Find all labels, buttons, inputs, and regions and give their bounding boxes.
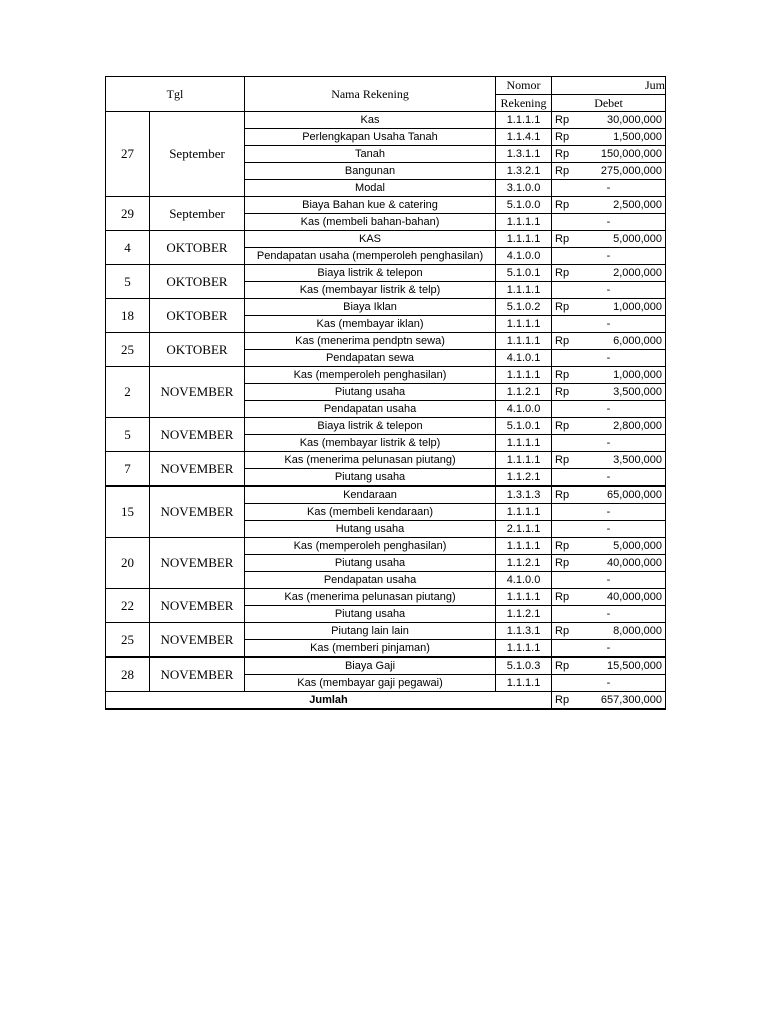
debet-cell	[552, 333, 666, 350]
account-name: Piutang lain lain	[245, 623, 496, 640]
account-name: Biaya Bahan kue & catering	[245, 197, 496, 214]
entry-day: 27	[106, 112, 150, 197]
entry-month: OKTOBER	[150, 231, 245, 265]
entry-month: OKTOBER	[150, 333, 245, 367]
account-number: 1.1.2.1	[496, 469, 552, 487]
debet-cell	[552, 265, 666, 282]
debet-amount: 6,000,000	[613, 335, 663, 347]
account-name: Pendapatan usaha (memperoleh penghasilan)	[245, 248, 496, 265]
account-number: 4.1.0.0	[496, 248, 552, 265]
account-name: Hutang usaha	[245, 521, 496, 538]
account-number: 1.1.3.1	[496, 623, 552, 640]
account-name: Kas	[245, 112, 496, 129]
account-name: Kas (membayar listrik & telp)	[245, 282, 496, 299]
debet-cell	[552, 129, 666, 146]
account-name: Biaya listrik & telepon	[245, 265, 496, 282]
header-nomor: Nomor	[496, 77, 552, 95]
table-row	[106, 367, 666, 384]
account-name: Kas (menerima pelunasan piutang)	[245, 452, 496, 469]
debet-cell	[552, 589, 666, 606]
debet-amount: -	[606, 608, 611, 620]
debet-cell	[552, 299, 666, 316]
currency-label: Rp	[555, 335, 570, 347]
debet-amount: 275,000,000	[600, 165, 663, 177]
currency-label: Rp	[555, 625, 570, 637]
account-number: 5.1.0.1	[496, 418, 552, 435]
header-nama-rekening: Nama Rekening	[245, 77, 496, 112]
account-name: Biaya Gaji	[245, 657, 496, 675]
currency-label: Rp	[555, 165, 570, 177]
debet-amount: -	[606, 318, 611, 330]
account-number: 1.1.1.1	[496, 367, 552, 384]
currency-label: Rp	[555, 199, 570, 211]
account-number: 5.1.0.0	[496, 197, 552, 214]
account-number: 1.1.1.1	[496, 316, 552, 333]
account-number: 4.1.0.0	[496, 401, 552, 418]
account-number: 1.1.1.1	[496, 452, 552, 469]
account-number: 1.1.2.1	[496, 384, 552, 401]
currency-label: Rp	[555, 114, 570, 126]
debet-amount: 2,000,000	[613, 267, 663, 279]
debet-cell	[552, 231, 666, 248]
table-row	[106, 657, 666, 675]
debet-amount: -	[606, 216, 611, 228]
account-number: 1.1.2.1	[496, 555, 552, 572]
account-number: 3.1.0.0	[496, 180, 552, 197]
debet-amount: 2,500,000	[613, 199, 663, 211]
table-row	[106, 589, 666, 606]
entry-month: September	[150, 197, 245, 231]
debet-cell	[552, 384, 666, 401]
account-name: KAS	[245, 231, 496, 248]
debet-amount: 3,500,000	[613, 454, 663, 466]
entry-month: NOVEMBER	[150, 418, 245, 452]
debet-cell	[552, 606, 666, 623]
table-row	[106, 299, 666, 316]
account-name: Piutang usaha	[245, 469, 496, 487]
debet-amount: -	[606, 284, 611, 296]
entry-month: NOVEMBER	[150, 367, 245, 418]
debet-cell	[552, 572, 666, 589]
account-number: 1.1.1.1	[496, 231, 552, 248]
debet-cell	[552, 163, 666, 180]
account-number: 5.1.0.1	[496, 265, 552, 282]
currency-label: Rp	[555, 454, 570, 466]
account-name: Pendapatan usaha	[245, 572, 496, 589]
debet-amount: 1,000,000	[613, 301, 663, 313]
account-name: Kas (menerima pelunasan piutang)	[245, 589, 496, 606]
debet-amount: 5,000,000	[613, 233, 663, 245]
entry-month: September	[150, 112, 245, 197]
total-cell	[552, 692, 666, 710]
account-number: 1.1.1.1	[496, 333, 552, 350]
entry-day: 2	[106, 367, 150, 418]
debet-amount: 3,500,000	[613, 386, 663, 398]
header-tgl: Tgl	[106, 77, 245, 112]
account-number: 1.1.1.1	[496, 112, 552, 129]
currency-label: Rp	[555, 489, 570, 501]
debet-cell	[552, 657, 666, 675]
entry-day: 20	[106, 538, 150, 589]
account-number: 5.1.0.2	[496, 299, 552, 316]
account-number: 4.1.0.1	[496, 350, 552, 367]
account-number: 1.1.4.1	[496, 129, 552, 146]
currency-label: Rp	[555, 694, 570, 706]
entry-month: NOVEMBER	[150, 589, 245, 623]
account-name: Biaya listrik & telepon	[245, 418, 496, 435]
debet-amount: 40,000,000	[606, 591, 663, 603]
header-debet: Debet	[552, 94, 666, 112]
account-name: Pendapatan usaha	[245, 401, 496, 418]
debet-cell	[552, 146, 666, 163]
account-name: Modal	[245, 180, 496, 197]
total-label: Jumlah	[106, 692, 552, 710]
journal-sheet	[105, 76, 666, 710]
debet-cell	[552, 418, 666, 435]
debet-amount: 15,500,000	[606, 660, 663, 672]
debet-cell	[552, 675, 666, 692]
debet-cell	[552, 248, 666, 265]
debet-cell	[552, 197, 666, 214]
account-number: 1.1.1.1	[496, 589, 552, 606]
entry-month: NOVEMBER	[150, 452, 245, 487]
debet-cell	[552, 469, 666, 487]
entry-day: 28	[106, 657, 150, 692]
entry-month: OKTOBER	[150, 299, 245, 333]
debet-cell	[552, 214, 666, 231]
account-number: 1.3.2.1	[496, 163, 552, 180]
debet-cell	[552, 350, 666, 367]
account-number: 1.3.1.3	[496, 486, 552, 504]
entry-day: 22	[106, 589, 150, 623]
debet-cell	[552, 316, 666, 333]
account-name: Piutang usaha	[245, 606, 496, 623]
debet-amount: 150,000,000	[600, 148, 663, 160]
debet-cell	[552, 367, 666, 384]
account-number: 1.1.1.1	[496, 435, 552, 452]
header-row-1	[106, 77, 666, 95]
table-row	[106, 418, 666, 435]
header-rekening: Rekening	[496, 94, 552, 112]
currency-label: Rp	[555, 660, 570, 672]
debet-cell	[552, 112, 666, 129]
debet-amount: -	[606, 471, 611, 483]
entry-month: NOVEMBER	[150, 623, 245, 658]
debet-amount: -	[606, 352, 611, 364]
account-number: 5.1.0.3	[496, 657, 552, 675]
account-name: Piutang usaha	[245, 555, 496, 572]
debet-amount: 1,000,000	[613, 369, 663, 381]
debet-amount: -	[606, 677, 611, 689]
entry-month: NOVEMBER	[150, 486, 245, 538]
account-name: Piutang usaha	[245, 384, 496, 401]
entry-month: NOVEMBER	[150, 657, 245, 692]
account-name: Kas (membayar gaji pegawai)	[245, 675, 496, 692]
debet-cell	[552, 401, 666, 418]
entry-day: 5	[106, 265, 150, 299]
debet-amount: -	[606, 182, 611, 194]
table-row	[106, 623, 666, 640]
debet-amount: 1,500,000	[613, 131, 663, 143]
entry-day: 7	[106, 452, 150, 487]
entry-month: NOVEMBER	[150, 538, 245, 589]
account-number: 1.1.1.1	[496, 675, 552, 692]
account-number: 1.1.1.1	[496, 504, 552, 521]
debet-cell	[552, 538, 666, 555]
account-name: Kas (menerima pendptn sewa)	[245, 333, 496, 350]
debet-amount: 2,800,000	[613, 420, 663, 432]
account-name: Kas (memberi pinjaman)	[245, 640, 496, 658]
debet-amount: -	[606, 437, 611, 449]
account-name: Pendapatan sewa	[245, 350, 496, 367]
debet-amount: -	[606, 250, 611, 262]
debet-cell	[552, 282, 666, 299]
account-name: Kendaraan	[245, 486, 496, 504]
journal-table	[105, 76, 666, 710]
currency-label: Rp	[555, 148, 570, 160]
account-number: 2.1.1.1	[496, 521, 552, 538]
table-row	[106, 486, 666, 504]
entry-day: 18	[106, 299, 150, 333]
table-row	[106, 538, 666, 555]
header-jumlah: Jum	[552, 77, 666, 95]
currency-label: Rp	[555, 369, 570, 381]
debet-amount: 5,000,000	[613, 540, 663, 552]
debet-cell	[552, 640, 666, 658]
entry-day: 5	[106, 418, 150, 452]
debet-cell	[552, 521, 666, 538]
currency-label: Rp	[555, 591, 570, 603]
account-number: 1.1.1.1	[496, 282, 552, 299]
account-name: Kas (membayar iklan)	[245, 316, 496, 333]
total-row	[106, 692, 666, 710]
currency-label: Rp	[555, 233, 570, 245]
debet-amount: -	[606, 574, 611, 586]
table-row	[106, 197, 666, 214]
debet-amount: -	[606, 642, 611, 654]
account-number: 1.1.1.1	[496, 214, 552, 231]
table-row	[106, 231, 666, 248]
account-name: Kas (memperoleh penghasilan)	[245, 538, 496, 555]
entry-month: OKTOBER	[150, 265, 245, 299]
debet-cell	[552, 435, 666, 452]
entry-day: 29	[106, 197, 150, 231]
debet-cell	[552, 623, 666, 640]
account-name: Biaya Iklan	[245, 299, 496, 316]
account-name: Tanah	[245, 146, 496, 163]
total-amount: 657,300,000	[600, 694, 663, 706]
entry-day: 4	[106, 231, 150, 265]
debet-amount: -	[606, 506, 611, 518]
debet-amount: 30,000,000	[606, 114, 663, 126]
table-row	[106, 265, 666, 282]
debet-cell	[552, 180, 666, 197]
account-number: 4.1.0.0	[496, 572, 552, 589]
account-number: 1.1.1.1	[496, 538, 552, 555]
currency-label: Rp	[555, 540, 570, 552]
debet-amount: 40,000,000	[606, 557, 663, 569]
debet-cell	[552, 555, 666, 572]
debet-amount: -	[606, 523, 611, 535]
account-name: Perlengkapan Usaha Tanah	[245, 129, 496, 146]
debet-cell	[552, 504, 666, 521]
currency-label: Rp	[555, 131, 570, 143]
account-number: 1.1.1.1	[496, 640, 552, 658]
account-name: Bangunan	[245, 163, 496, 180]
debet-cell	[552, 486, 666, 504]
account-name: Kas (membayar listrik & telp)	[245, 435, 496, 452]
table-row	[106, 452, 666, 469]
entry-day: 25	[106, 623, 150, 658]
currency-label: Rp	[555, 267, 570, 279]
currency-label: Rp	[555, 420, 570, 432]
debet-cell	[552, 452, 666, 469]
account-number: 1.1.2.1	[496, 606, 552, 623]
debet-amount: -	[606, 403, 611, 415]
debet-amount: 65,000,000	[606, 489, 663, 501]
entry-day: 25	[106, 333, 150, 367]
account-name: Kas (memperoleh penghasilan)	[245, 367, 496, 384]
account-name: Kas (membeli kendaraan)	[245, 504, 496, 521]
currency-label: Rp	[555, 301, 570, 313]
currency-label: Rp	[555, 386, 570, 398]
account-name: Kas (membeli bahan-bahan)	[245, 214, 496, 231]
table-row	[106, 333, 666, 350]
debet-amount: 8,000,000	[613, 625, 663, 637]
currency-label: Rp	[555, 557, 570, 569]
table-row	[106, 112, 666, 129]
entry-day: 15	[106, 486, 150, 538]
account-number: 1.3.1.1	[496, 146, 552, 163]
